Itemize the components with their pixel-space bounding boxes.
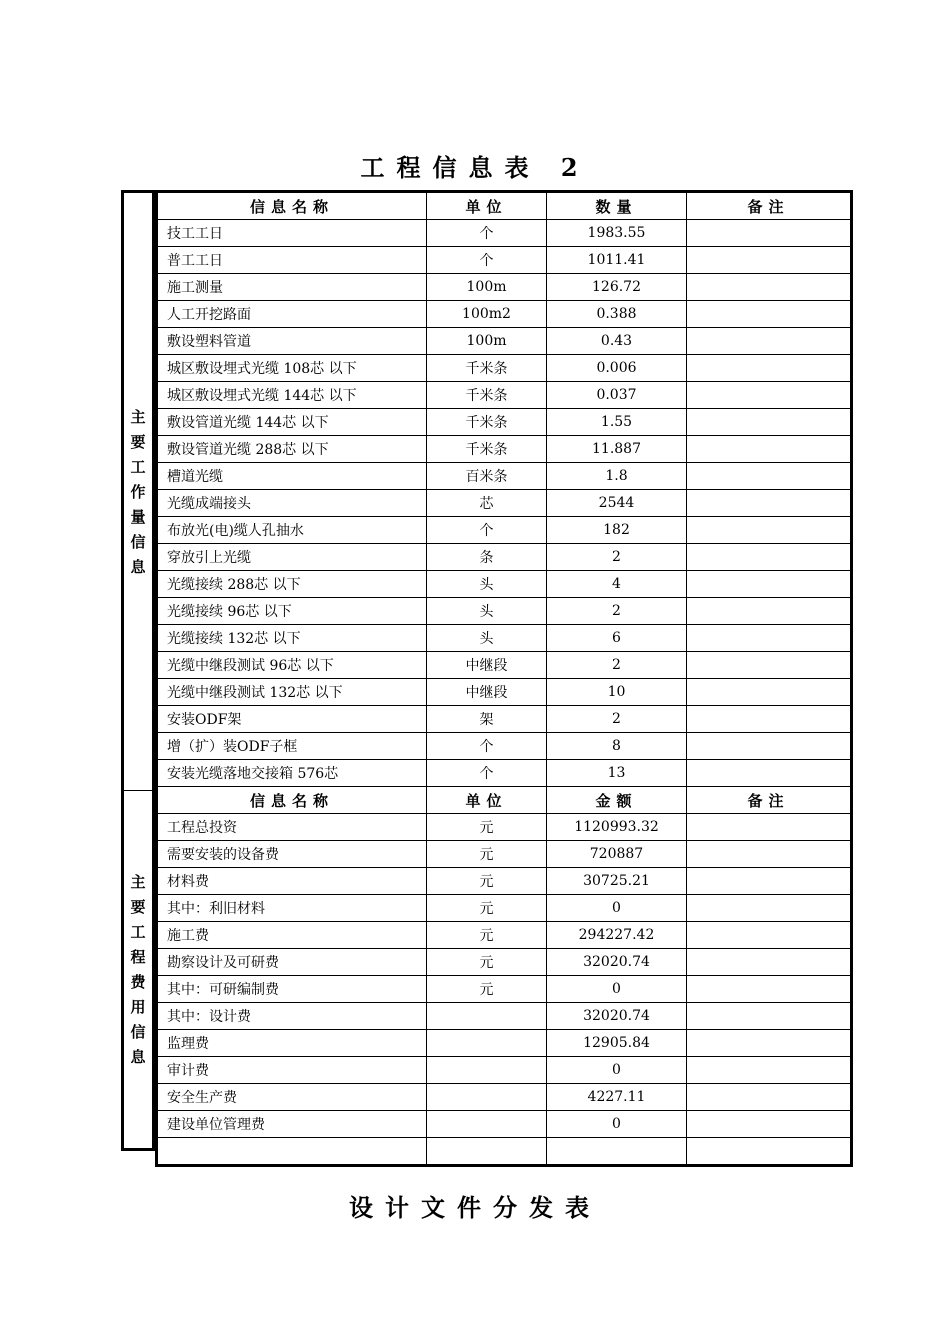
table-row: [157, 274, 852, 301]
note-cell: [687, 517, 852, 544]
unit-cell: [427, 1138, 547, 1166]
note-cell: [687, 625, 852, 652]
table-row: [157, 220, 852, 247]
unit-cell: 元: [427, 868, 547, 895]
table-row: [157, 706, 852, 733]
note-cell: [687, 409, 852, 436]
name-cell: 光缆中继段测试 132芯 以下: [157, 679, 427, 706]
name-cell: 布放光(电)缆人孔抽水: [157, 517, 427, 544]
note-cell: [687, 652, 852, 679]
name-cell: 其中：利旧材料: [157, 895, 427, 922]
value-cell: 12905.84: [547, 1030, 687, 1057]
header-cell: 信息名称: [157, 192, 427, 220]
table-row: [157, 1111, 852, 1138]
section-title-distribution: 设计文件分发表: [349, 1193, 601, 1222]
table-row: [157, 544, 852, 571]
table-row: [157, 409, 852, 436]
note-cell: [687, 1111, 852, 1138]
table-row: [157, 868, 852, 895]
value-cell: 0.43: [547, 328, 687, 355]
value-cell: 8: [547, 733, 687, 760]
header-cell: 信息名称: [157, 787, 427, 814]
unit-cell: 个: [427, 517, 547, 544]
name-cell: 人工开挖路面: [157, 301, 427, 328]
name-cell: 材料费: [157, 868, 427, 895]
note-cell: [687, 436, 852, 463]
unit-cell: 百米条: [427, 463, 547, 490]
unit-cell: 个: [427, 733, 547, 760]
unit-cell: [427, 1084, 547, 1111]
note-cell: [687, 1003, 852, 1030]
unit-cell: 头: [427, 571, 547, 598]
unit-cell: 个: [427, 220, 547, 247]
table-row: [157, 814, 852, 841]
name-cell: 城区敷设埋式光缆 144芯 以下: [157, 382, 427, 409]
value-cell: 182: [547, 517, 687, 544]
name-cell: 城区敷设埋式光缆 108芯 以下: [157, 355, 427, 382]
table-row: [157, 463, 852, 490]
table-row: [157, 1084, 852, 1111]
name-cell: 穿放引上光缆: [157, 544, 427, 571]
value-cell: 2: [547, 706, 687, 733]
unit-cell: [427, 1111, 547, 1138]
unit-cell: 条: [427, 544, 547, 571]
name-cell: 光缆接续 288芯 以下: [157, 571, 427, 598]
note-cell: [687, 1138, 852, 1166]
header-cell: 数量: [547, 192, 687, 220]
unit-cell: 个: [427, 247, 547, 274]
table-row: [157, 895, 852, 922]
name-cell: 敷设管道光缆 144芯 以下: [157, 409, 427, 436]
table-row: [157, 1003, 852, 1030]
unit-cell: 元: [427, 976, 547, 1003]
info-table-frame: [121, 190, 850, 1178]
table-row: [157, 301, 852, 328]
name-cell: 其中：可研编制费: [157, 976, 427, 1003]
table-row: [157, 1030, 852, 1057]
unit-cell: [427, 1030, 547, 1057]
note-cell: [687, 382, 852, 409]
value-cell: 32020.74: [547, 949, 687, 976]
note-cell: [687, 760, 852, 787]
header-cell: 备注: [687, 787, 852, 814]
note-cell: [687, 841, 852, 868]
name-cell: 需要安装的设备费: [157, 841, 427, 868]
name-cell: 施工费: [157, 922, 427, 949]
value-cell: 11.887: [547, 436, 687, 463]
note-cell: [687, 598, 852, 625]
table-row: [157, 571, 852, 598]
unit-cell: 元: [427, 922, 547, 949]
header-cell: 单位: [427, 192, 547, 220]
table-row: [157, 949, 852, 976]
note-cell: [687, 301, 852, 328]
table-row: [157, 679, 852, 706]
value-cell: 0: [547, 895, 687, 922]
note-cell: [687, 949, 852, 976]
value-cell: 0: [547, 1057, 687, 1084]
unit-cell: 千米条: [427, 409, 547, 436]
table-row: [157, 382, 852, 409]
value-cell: 10: [547, 679, 687, 706]
note-cell: [687, 733, 852, 760]
table-row: [157, 355, 852, 382]
unit-cell: 头: [427, 625, 547, 652]
side-label-cost: [121, 790, 155, 1151]
name-cell: 敷设管道光缆 288芯 以下: [157, 436, 427, 463]
unit-cell: 千米条: [427, 382, 547, 409]
name-cell: 技工工日: [157, 220, 427, 247]
value-cell: 2544: [547, 490, 687, 517]
value-cell: [547, 1138, 687, 1166]
table-row: [157, 598, 852, 625]
value-cell: 1.8: [547, 463, 687, 490]
table-row: [157, 1057, 852, 1084]
value-cell: 2: [547, 652, 687, 679]
unit-cell: 100m2: [427, 301, 547, 328]
name-cell: 增（扩）装ODF子框: [157, 733, 427, 760]
value-cell: 2: [547, 598, 687, 625]
name-cell: 审计费: [157, 1057, 427, 1084]
value-cell: 1983.55: [547, 220, 687, 247]
value-cell: 0: [547, 1111, 687, 1138]
unit-cell: 芯: [427, 490, 547, 517]
note-cell: [687, 355, 852, 382]
unit-cell: 头: [427, 598, 547, 625]
side-label-workload: [121, 190, 155, 792]
unit-cell: 中继段: [427, 652, 547, 679]
value-cell: 30725.21: [547, 868, 687, 895]
note-cell: [687, 274, 852, 301]
name-cell: 光缆成端接头: [157, 490, 427, 517]
note-cell: [687, 490, 852, 517]
note-cell: [687, 571, 852, 598]
note-cell: [687, 1084, 852, 1111]
name-cell: 普工工日: [157, 247, 427, 274]
name-cell: 光缆接续 96芯 以下: [157, 598, 427, 625]
note-cell: [687, 895, 852, 922]
name-cell: 光缆接续 132芯 以下: [157, 625, 427, 652]
unit-cell: 元: [427, 949, 547, 976]
value-cell: 0.037: [547, 382, 687, 409]
table-header-row: [157, 787, 852, 814]
note-cell: [687, 1057, 852, 1084]
table-row: [157, 625, 852, 652]
table-row: [157, 1138, 852, 1166]
note-cell: [687, 679, 852, 706]
unit-cell: 中继段: [427, 679, 547, 706]
value-cell: 4: [547, 571, 687, 598]
table-row: [157, 517, 852, 544]
name-cell: 安装ODF架: [157, 706, 427, 733]
name-cell: 槽道光缆: [157, 463, 427, 490]
unit-cell: 元: [427, 895, 547, 922]
note-cell: [687, 1030, 852, 1057]
unit-cell: 个: [427, 760, 547, 787]
name-cell: 监理费: [157, 1030, 427, 1057]
note-cell: [687, 328, 852, 355]
name-cell: 工程总投资: [157, 814, 427, 841]
note-cell: [687, 463, 852, 490]
note-cell: [687, 220, 852, 247]
value-cell: 0.388: [547, 301, 687, 328]
unit-cell: 架: [427, 706, 547, 733]
value-cell: 1011.41: [547, 247, 687, 274]
page-title: 工程信息表 2: [360, 153, 590, 182]
name-cell: 安全生产费: [157, 1084, 427, 1111]
value-cell: 13: [547, 760, 687, 787]
table-row: [157, 436, 852, 463]
table-row: [157, 247, 852, 274]
value-cell: 126.72: [547, 274, 687, 301]
value-cell: 720887: [547, 841, 687, 868]
value-cell: 32020.74: [547, 1003, 687, 1030]
header-cell: 单位: [427, 787, 547, 814]
unit-cell: 千米条: [427, 436, 547, 463]
note-cell: [687, 976, 852, 1003]
value-cell: 294227.42: [547, 922, 687, 949]
side-label-workload-text: 主要工作量信息: [130, 408, 146, 576]
name-cell: 其中：设计费: [157, 1003, 427, 1030]
table-row: [157, 328, 852, 355]
table-row: [157, 841, 852, 868]
name-cell: 建设单位管理费: [157, 1111, 427, 1138]
unit-cell: [427, 1003, 547, 1030]
header-cell: 备注: [687, 192, 852, 220]
name-cell: 勘察设计及可研费: [157, 949, 427, 976]
unit-cell: 千米条: [427, 355, 547, 382]
table-row: [157, 652, 852, 679]
unit-cell: 100m: [427, 274, 547, 301]
table-row: [157, 922, 852, 949]
note-cell: [687, 706, 852, 733]
name-cell: [157, 1138, 427, 1166]
note-cell: [687, 922, 852, 949]
note-cell: [687, 544, 852, 571]
value-cell: 1120993.32: [547, 814, 687, 841]
unit-cell: 元: [427, 841, 547, 868]
name-cell: 施工测量: [157, 274, 427, 301]
value-cell: 0.006: [547, 355, 687, 382]
value-cell: 1.55: [547, 409, 687, 436]
header-cell: 金额: [547, 787, 687, 814]
table-row: [157, 976, 852, 1003]
info-table: [155, 190, 853, 1167]
value-cell: 6: [547, 625, 687, 652]
note-cell: [687, 868, 852, 895]
value-cell: 4227.11: [547, 1084, 687, 1111]
side-label-cost-text: 主要工程费用信息: [130, 872, 146, 1066]
value-cell: 0: [547, 976, 687, 1003]
table-row: [157, 760, 852, 787]
name-cell: 光缆中继段测试 96芯 以下: [157, 652, 427, 679]
unit-cell: [427, 1057, 547, 1084]
note-cell: [687, 814, 852, 841]
note-cell: [687, 247, 852, 274]
unit-cell: 100m: [427, 328, 547, 355]
unit-cell: 元: [427, 814, 547, 841]
value-cell: 2: [547, 544, 687, 571]
name-cell: 敷设塑料管道: [157, 328, 427, 355]
name-cell: 安装光缆落地交接箱 576芯: [157, 760, 427, 787]
table-row: [157, 733, 852, 760]
table-header-row: [157, 192, 852, 220]
table-row: [157, 490, 852, 517]
